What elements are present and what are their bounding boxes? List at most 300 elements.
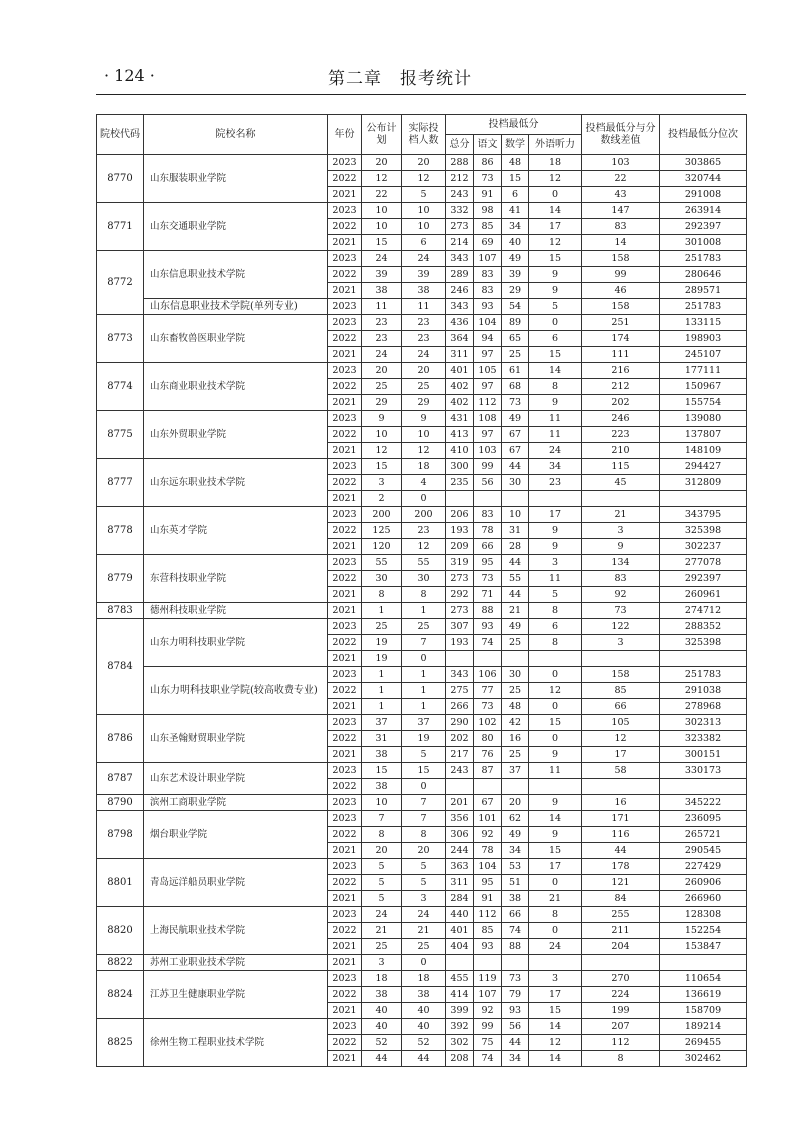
cell-plan: 20 [362, 843, 402, 859]
cell-rank: 288352 [660, 619, 747, 635]
admission-stats-table [96, 114, 747, 1067]
cell-actual: 30 [402, 571, 446, 587]
cell-math: 30 [502, 667, 529, 683]
cell-diff: 16 [582, 795, 660, 811]
cell-total: 404 [446, 939, 474, 955]
cell-plan: 9 [362, 411, 402, 427]
cell-plan: 8 [362, 827, 402, 843]
cell-diff: 204 [582, 939, 660, 955]
cell-actual: 5 [402, 747, 446, 763]
cell-rank: 153847 [660, 939, 747, 955]
cell-total: 302 [446, 1035, 474, 1051]
cell-year: 2023 [328, 315, 362, 331]
cell-chinese: 99 [474, 1019, 502, 1035]
cell-year: 2023 [328, 795, 362, 811]
cell-chinese: 92 [474, 827, 502, 843]
cell-total: 410 [446, 443, 474, 459]
cell-total: 306 [446, 827, 474, 843]
cell-actual: 18 [402, 459, 446, 475]
cell-rank: 177111 [660, 363, 747, 379]
school-code: 8824 [97, 971, 144, 1019]
cell-year: 2023 [328, 155, 362, 171]
cell-plan: 15 [362, 235, 402, 251]
cell-diff: 83 [582, 219, 660, 235]
cell-math [502, 491, 529, 507]
cell-diff: 12 [582, 731, 660, 747]
cell-math: 37 [502, 763, 529, 779]
cell-total: 311 [446, 347, 474, 363]
cell-listening [529, 491, 582, 507]
cell-rank: 343795 [660, 507, 747, 523]
cell-rank: 263914 [660, 203, 747, 219]
cell-total [446, 779, 474, 795]
cell-plan: 38 [362, 779, 402, 795]
cell-plan: 3 [362, 955, 402, 971]
cell-actual: 7 [402, 795, 446, 811]
cell-listening: 14 [529, 363, 582, 379]
cell-rank: 139080 [660, 411, 747, 427]
cell-plan: 10 [362, 219, 402, 235]
cell-actual: 1 [402, 603, 446, 619]
cell-chinese: 97 [474, 347, 502, 363]
cell-listening: 24 [529, 443, 582, 459]
cell-rank: 152254 [660, 923, 747, 939]
cell-listening: 0 [529, 315, 582, 331]
cell-total: 201 [446, 795, 474, 811]
school-name: 山东力明科技职业学院(较高收费专业) [144, 667, 328, 715]
cell-math: 44 [502, 1035, 529, 1051]
cell-listening: 17 [529, 507, 582, 523]
cell-plan: 15 [362, 763, 402, 779]
cell-actual: 10 [402, 219, 446, 235]
cell-year: 2022 [328, 875, 362, 891]
table-row [97, 619, 747, 635]
cell-total [446, 651, 474, 667]
cell-chinese: 83 [474, 507, 502, 523]
cell-year: 2022 [328, 475, 362, 491]
cell-chinese: 88 [474, 603, 502, 619]
cell-math: 49 [502, 411, 529, 427]
cell-year: 2021 [328, 1003, 362, 1019]
cell-listening: 14 [529, 1051, 582, 1067]
cell-actual: 0 [402, 651, 446, 667]
cell-listening [529, 651, 582, 667]
cell-diff: 134 [582, 555, 660, 571]
cell-math: 34 [502, 1051, 529, 1067]
cell-math: 66 [502, 907, 529, 923]
cell-rank: 137807 [660, 427, 747, 443]
cell-total: 193 [446, 635, 474, 651]
cell-rank: 128308 [660, 907, 747, 923]
cell-actual: 7 [402, 811, 446, 827]
cell-rank: 189214 [660, 1019, 747, 1035]
cell-total: 290 [446, 715, 474, 731]
cell-plan: 23 [362, 331, 402, 347]
cell-diff: 103 [582, 155, 660, 171]
cell-diff: 8 [582, 1051, 660, 1067]
cell-total: 364 [446, 331, 474, 347]
cell-actual: 24 [402, 907, 446, 923]
cell-diff: 22 [582, 171, 660, 187]
cell-total: 401 [446, 923, 474, 939]
page-number: · 124 · [104, 66, 155, 85]
cell-math: 49 [502, 251, 529, 267]
cell-diff [582, 779, 660, 795]
table-row [97, 971, 747, 987]
header-math: 数学 [502, 135, 529, 155]
school-code: 8820 [97, 907, 144, 955]
cell-math: 49 [502, 619, 529, 635]
cell-diff: 246 [582, 411, 660, 427]
header-rule [96, 94, 746, 95]
cell-diff: 202 [582, 395, 660, 411]
cell-total: 401 [446, 363, 474, 379]
cell-diff: 121 [582, 875, 660, 891]
table-row [97, 507, 747, 523]
cell-total: 212 [446, 171, 474, 187]
cell-chinese: 77 [474, 683, 502, 699]
cell-plan: 30 [362, 571, 402, 587]
cell-chinese: 103 [474, 443, 502, 459]
header-total: 总分 [446, 135, 474, 155]
cell-chinese: 67 [474, 795, 502, 811]
cell-diff: 174 [582, 331, 660, 347]
cell-total: 273 [446, 571, 474, 587]
header-name: 院校名称 [144, 115, 328, 155]
cell-plan: 24 [362, 907, 402, 923]
cell-plan: 25 [362, 379, 402, 395]
cell-year: 2023 [328, 555, 362, 571]
cell-actual: 29 [402, 395, 446, 411]
cell-total: 284 [446, 891, 474, 907]
cell-math: 34 [502, 843, 529, 859]
cell-rank: 292397 [660, 571, 747, 587]
cell-plan: 38 [362, 747, 402, 763]
cell-listening: 9 [529, 523, 582, 539]
cell-listening: 15 [529, 715, 582, 731]
cell-diff: 171 [582, 811, 660, 827]
cell-actual: 10 [402, 427, 446, 443]
cell-rank: 320744 [660, 171, 747, 187]
cell-plan: 120 [362, 539, 402, 555]
cell-diff: 46 [582, 283, 660, 299]
school-code: 8786 [97, 715, 144, 763]
cell-actual: 40 [402, 1003, 446, 1019]
cell-actual: 0 [402, 779, 446, 795]
cell-math: 73 [502, 971, 529, 987]
cell-listening: 5 [529, 299, 582, 315]
cell-diff: 224 [582, 987, 660, 1003]
cell-year: 2022 [328, 171, 362, 187]
table-row [97, 715, 747, 731]
cell-chinese: 91 [474, 187, 502, 203]
table-row [97, 811, 747, 827]
cell-listening: 8 [529, 603, 582, 619]
cell-chinese: 91 [474, 891, 502, 907]
cell-plan: 8 [362, 587, 402, 603]
cell-chinese: 102 [474, 715, 502, 731]
cell-actual: 20 [402, 155, 446, 171]
cell-listening: 14 [529, 203, 582, 219]
cell-rank: 300151 [660, 747, 747, 763]
cell-diff: 158 [582, 299, 660, 315]
cell-total: 217 [446, 747, 474, 763]
cell-listening [529, 955, 582, 971]
cell-listening: 0 [529, 699, 582, 715]
cell-actual: 25 [402, 379, 446, 395]
cell-rank: 251783 [660, 667, 747, 683]
cell-math: 68 [502, 379, 529, 395]
cell-listening: 11 [529, 411, 582, 427]
table-row [97, 411, 747, 427]
cell-chinese: 85 [474, 219, 502, 235]
cell-math: 42 [502, 715, 529, 731]
cell-math: 73 [502, 395, 529, 411]
cell-plan: 24 [362, 347, 402, 363]
cell-diff: 58 [582, 763, 660, 779]
school-code: 8773 [97, 315, 144, 363]
cell-rank: 290545 [660, 843, 747, 859]
cell-diff: 212 [582, 379, 660, 395]
school-code: 8801 [97, 859, 144, 907]
cell-year: 2022 [328, 987, 362, 1003]
school-code: 8784 [97, 619, 144, 715]
school-name: 德州科技职业学院 [144, 603, 328, 619]
cell-diff: 92 [582, 587, 660, 603]
cell-math: 56 [502, 1019, 529, 1035]
header-year: 年份 [328, 115, 362, 155]
cell-actual: 21 [402, 923, 446, 939]
cell-year: 2022 [328, 331, 362, 347]
cell-actual: 6 [402, 235, 446, 251]
cell-diff: 99 [582, 267, 660, 283]
cell-diff: 122 [582, 619, 660, 635]
cell-listening: 0 [529, 667, 582, 683]
cell-chinese: 85 [474, 923, 502, 939]
table-row [97, 795, 747, 811]
cell-rank: 303865 [660, 155, 747, 171]
cell-total: 343 [446, 251, 474, 267]
cell-listening: 14 [529, 1019, 582, 1035]
school-code: 8822 [97, 955, 144, 971]
cell-diff: 44 [582, 843, 660, 859]
cell-plan: 18 [362, 971, 402, 987]
cell-rank: 148109 [660, 443, 747, 459]
cell-total [446, 955, 474, 971]
cell-year: 2022 [328, 779, 362, 795]
cell-actual: 52 [402, 1035, 446, 1051]
cell-diff: 199 [582, 1003, 660, 1019]
cell-actual: 1 [402, 667, 446, 683]
cell-actual: 25 [402, 939, 446, 955]
cell-chinese: 93 [474, 299, 502, 315]
cell-math: 48 [502, 699, 529, 715]
cell-chinese: 104 [474, 859, 502, 875]
cell-actual: 12 [402, 171, 446, 187]
header-listening: 外语听力 [529, 135, 582, 155]
cell-actual: 5 [402, 187, 446, 203]
cell-listening: 12 [529, 171, 582, 187]
cell-listening: 14 [529, 811, 582, 827]
cell-math: 88 [502, 939, 529, 955]
school-name: 山东远东职业技术学院 [144, 459, 328, 507]
cell-rank [660, 779, 747, 795]
cell-year: 2023 [328, 411, 362, 427]
cell-plan: 24 [362, 251, 402, 267]
cell-listening: 12 [529, 1035, 582, 1051]
cell-year: 2022 [328, 827, 362, 843]
cell-diff: 211 [582, 923, 660, 939]
cell-listening: 11 [529, 763, 582, 779]
cell-math: 51 [502, 875, 529, 891]
cell-listening: 9 [529, 267, 582, 283]
cell-rank: 278968 [660, 699, 747, 715]
table-row [97, 155, 747, 171]
cell-math: 20 [502, 795, 529, 811]
cell-diff: 210 [582, 443, 660, 459]
cell-year: 2021 [328, 651, 362, 667]
cell-math: 44 [502, 555, 529, 571]
cell-total: 209 [446, 539, 474, 555]
cell-diff: 85 [582, 683, 660, 699]
cell-plan: 1 [362, 667, 402, 683]
school-name: 烟台职业学院 [144, 811, 328, 859]
cell-rank: 155754 [660, 395, 747, 411]
cell-total: 356 [446, 811, 474, 827]
cell-year: 2021 [328, 587, 362, 603]
cell-rank: 158709 [660, 1003, 747, 1019]
cell-total: 202 [446, 731, 474, 747]
cell-total: 300 [446, 459, 474, 475]
cell-chinese: 78 [474, 843, 502, 859]
cell-listening: 15 [529, 1003, 582, 1019]
school-name: 江苏卫生健康职业学院 [144, 971, 328, 1019]
cell-rank: 274712 [660, 603, 747, 619]
cell-total: 243 [446, 187, 474, 203]
cell-plan: 15 [362, 459, 402, 475]
school-name: 山东畜牧兽医职业学院 [144, 315, 328, 363]
cell-chinese: 73 [474, 699, 502, 715]
cell-chinese: 92 [474, 1003, 502, 1019]
table-row [97, 251, 747, 267]
cell-year: 2023 [328, 859, 362, 875]
cell-actual: 23 [402, 331, 446, 347]
cell-rank: 289571 [660, 283, 747, 299]
cell-rank: 269455 [660, 1035, 747, 1051]
cell-plan: 5 [362, 875, 402, 891]
cell-diff: 111 [582, 347, 660, 363]
cell-plan: 31 [362, 731, 402, 747]
cell-math: 38 [502, 891, 529, 907]
cell-listening: 15 [529, 251, 582, 267]
header-plan: 公布计划 [362, 115, 402, 155]
cell-plan: 19 [362, 635, 402, 651]
cell-rank: 251783 [660, 251, 747, 267]
cell-actual: 19 [402, 731, 446, 747]
cell-total: 436 [446, 315, 474, 331]
cell-rank: 294427 [660, 459, 747, 475]
cell-chinese: 76 [474, 747, 502, 763]
school-code: 8777 [97, 459, 144, 507]
cell-year: 2023 [328, 251, 362, 267]
cell-listening: 11 [529, 571, 582, 587]
cell-chinese: 107 [474, 251, 502, 267]
cell-listening: 24 [529, 939, 582, 955]
cell-rank: 245107 [660, 347, 747, 363]
cell-plan: 39 [362, 267, 402, 283]
cell-year: 2023 [328, 203, 362, 219]
cell-total: 413 [446, 427, 474, 443]
cell-year: 2023 [328, 299, 362, 315]
cell-diff: 105 [582, 715, 660, 731]
table-row [97, 763, 747, 779]
school-name: 苏州工业职业技术学院 [144, 955, 328, 971]
cell-listening: 0 [529, 875, 582, 891]
cell-listening: 15 [529, 843, 582, 859]
cell-math: 61 [502, 363, 529, 379]
cell-listening: 9 [529, 795, 582, 811]
cell-listening: 23 [529, 475, 582, 491]
cell-chinese: 78 [474, 523, 502, 539]
cell-plan: 3 [362, 475, 402, 491]
cell-chinese: 95 [474, 875, 502, 891]
cell-listening: 17 [529, 859, 582, 875]
cell-total: 288 [446, 155, 474, 171]
cell-year: 2021 [328, 443, 362, 459]
cell-actual: 10 [402, 203, 446, 219]
cell-listening: 3 [529, 971, 582, 987]
cell-plan: 10 [362, 427, 402, 443]
cell-total: 244 [446, 843, 474, 859]
cell-math: 74 [502, 923, 529, 939]
cell-plan: 52 [362, 1035, 402, 1051]
school-name: 山东商业职业技术学院 [144, 363, 328, 411]
cell-rank: 133115 [660, 315, 747, 331]
cell-year: 2021 [328, 347, 362, 363]
cell-diff: 116 [582, 827, 660, 843]
cell-plan: 29 [362, 395, 402, 411]
cell-year: 2023 [328, 1019, 362, 1035]
cell-year: 2021 [328, 187, 362, 203]
cell-rank: 236095 [660, 811, 747, 827]
cell-rank: 301008 [660, 235, 747, 251]
school-name: 山东力明科技职业学院 [144, 619, 328, 667]
cell-listening: 8 [529, 907, 582, 923]
cell-total: 402 [446, 379, 474, 395]
cell-chinese: 119 [474, 971, 502, 987]
cell-plan: 200 [362, 507, 402, 523]
cell-total: 319 [446, 555, 474, 571]
cell-math: 67 [502, 427, 529, 443]
cell-year: 2021 [328, 843, 362, 859]
cell-diff: 178 [582, 859, 660, 875]
cell-plan: 25 [362, 939, 402, 955]
header-actual: 实际投档人数 [402, 115, 446, 155]
cell-plan: 7 [362, 811, 402, 827]
cell-diff: 21 [582, 507, 660, 523]
cell-chinese [474, 779, 502, 795]
cell-math: 30 [502, 475, 529, 491]
table-row [97, 603, 747, 619]
cell-chinese: 69 [474, 235, 502, 251]
cell-rank: 302462 [660, 1051, 747, 1067]
cell-chinese: 94 [474, 331, 502, 347]
cell-rank: 136619 [660, 987, 747, 1003]
cell-math: 54 [502, 299, 529, 315]
cell-rank: 345222 [660, 795, 747, 811]
cell-year: 2022 [328, 219, 362, 235]
cell-plan: 19 [362, 651, 402, 667]
